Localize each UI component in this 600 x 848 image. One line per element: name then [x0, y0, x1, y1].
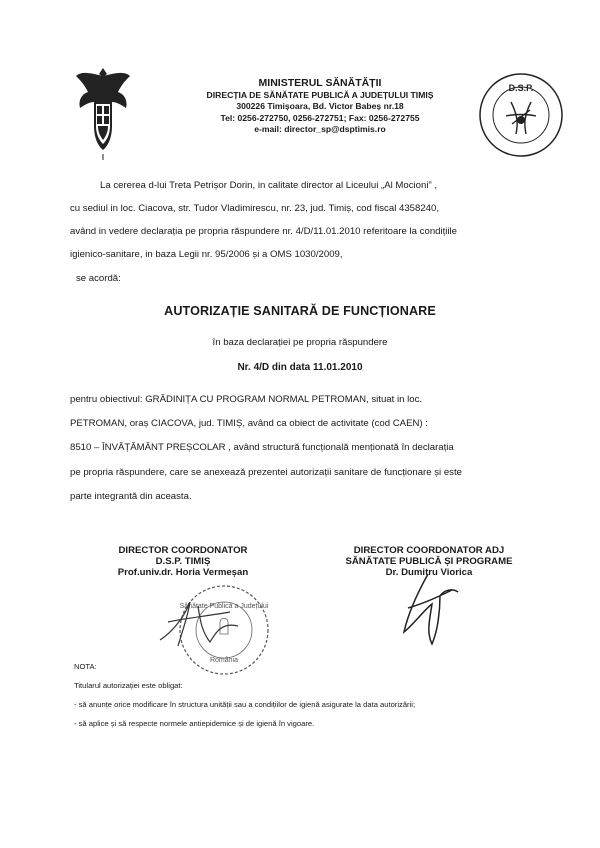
document-title: AUTORIZAȚIE SANITARĂ DE FUNCȚIONARE: [164, 304, 436, 318]
body-line-9: pe propria răspundere, care se anexează prezentei autorizații sanitare de funcționare și este: [70, 467, 462, 478]
left-signatory-title: DIRECTOR COORDONATOR: [118, 545, 248, 556]
notes-label: NOTA:: [74, 662, 97, 671]
dsp-seal-icon: [478, 72, 564, 158]
authorization-number: Nr. 4/D din data 11.01.2010: [237, 362, 363, 373]
body-line-5: se acordă:: [76, 273, 121, 284]
body-line-2: cu sediul in loc. Ciacova, str. Tudor Vladimirescu, nr. 23, jud. Timiș, cod fiscal 4358240,: [70, 203, 440, 214]
body-line-1: La cererea d-lui Treta Petrișor Dorin, in calitate director al Liceului „Al Mocioni” ,: [100, 180, 437, 191]
stamp-text-top: Sănătate Publică a Județului: [179, 603, 269, 610]
right-signatory-org: SĂNĂTATE PUBLICĂ ȘI PROGRAME: [345, 556, 513, 568]
body-line-10: parte integrantă din aceasta.: [70, 491, 192, 502]
left-signatory-org: D.S.P. TIMIȘ: [155, 556, 211, 568]
notes-item-1: - să anunțe orice modificare în structura unității sau a condițiilor de igienă asigurate la data autorizării;: [74, 700, 416, 709]
right-handwritten-signature: [392, 570, 462, 648]
left-handwritten-signature: [150, 592, 260, 650]
body-line-8: 8510 – ÎNVĂȚĂMÂNT PREȘCOLAR , având structură funcțională menționată în declarația: [70, 442, 454, 453]
address: 300226 Timișoara, Bd. Victor Babeș nr.18: [236, 101, 404, 112]
email: e-mail: director_sp@dsptimis.ro: [254, 124, 386, 135]
right-signatory-title: DIRECTOR COORDONATOR ADJ: [353, 545, 505, 556]
romania-coat-of-arms-icon: [72, 64, 134, 160]
directorate-title: DIRECȚIA DE SĂNĂTATE PUBLICĂ A JUDEȚULUI TIMIȘ: [206, 89, 434, 100]
header-block: [170, 78, 470, 136]
seal-label: D.S.P.: [508, 83, 534, 93]
right-signatory-name: Dr. Dumitru Viorica: [385, 567, 473, 579]
body-line-7: PETROMAN, oraș CIACOVA, jud. TIMIȘ, având ca obiect de activitate (cod CAEN) :: [70, 418, 428, 429]
notes-intro: Titularul autorizației este obligat:: [74, 681, 183, 690]
body-line-3: având in vedere declarația pe propria răspundere nr. 4/D/11.01.2010 referitoare la condițiile: [70, 226, 458, 237]
notes-item-2: - să aplice și să respecte normele antiepidemice și de igienă în vigoare.: [74, 719, 315, 728]
stamp-text-bottom: România: [209, 657, 239, 664]
ministry-title: MINISTERUL SĂNĂTĂȚII: [258, 77, 382, 89]
phones: Tel: 0256-272750, 0256-272751; Fax: 0256-272755: [220, 112, 420, 123]
body-line-4: igienico-sanitare, in baza Legii nr. 95/2006 și a OMS 1030/2009,: [70, 249, 343, 260]
left-signatory-name: Prof.univ.dr. Horia Vermeșan: [117, 567, 249, 579]
signature-block-left: [78, 545, 288, 579]
body-line-6: pentru obiectivul: GRĂDINIȚA CU PROGRAM NORMAL PETROMAN, situat in loc.: [70, 394, 423, 405]
basis-line: în baza declarației pe propria răspundere: [212, 337, 388, 348]
